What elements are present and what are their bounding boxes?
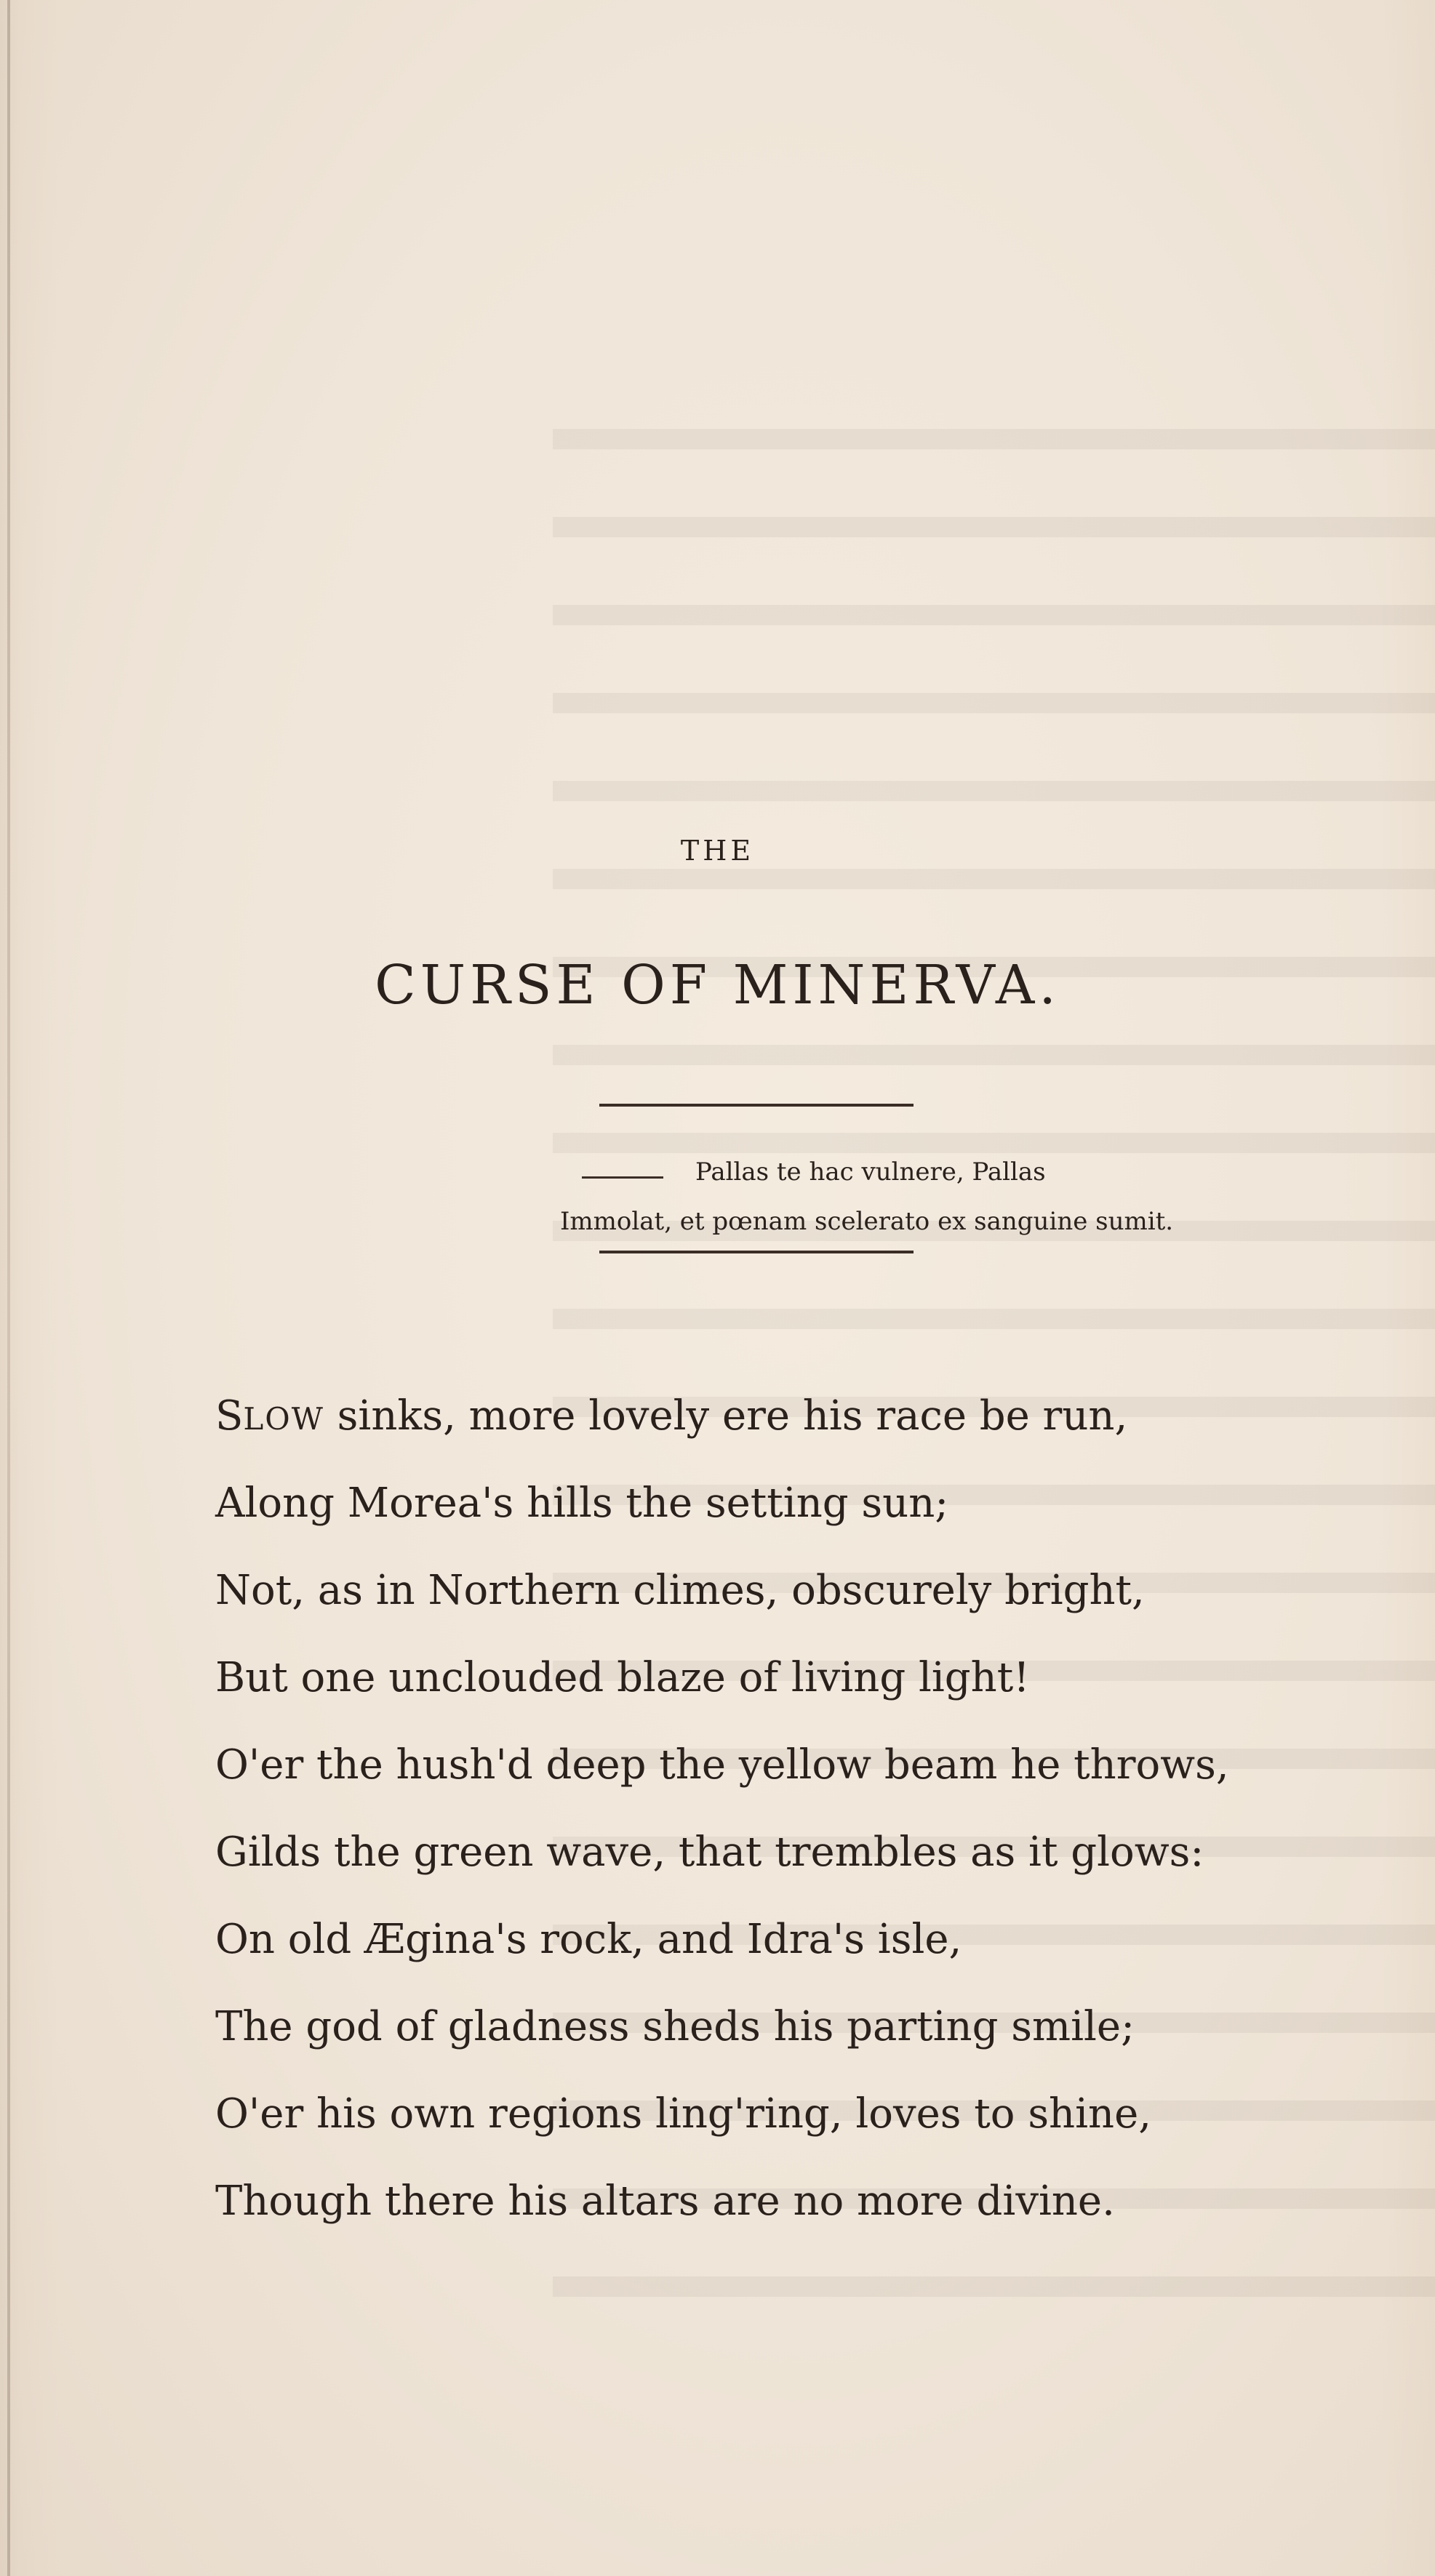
verse-line: Not, as in Northern climes, obscurely bright,	[215, 1567, 1145, 1614]
verse-initial: S	[215, 1392, 244, 1440]
epigraph-line-2: Immolat, et pœnam scelerato ex sanguine sumit.	[560, 1207, 1174, 1236]
verse-line: Gilds the green wave, that trembles as it glows:	[215, 1829, 1204, 1876]
verse-line	[215, 1392, 1127, 1440]
epigraph-dash	[582, 1176, 663, 1179]
verse-line: O'er the hush'd deep the yellow beam he throws,	[215, 1741, 1229, 1789]
page-gutter-edge	[7, 0, 10, 2576]
verse-line: Along Morea's hills the setting sun;	[215, 1480, 949, 1527]
verse-smallcaps: LOW	[243, 1401, 324, 1437]
verse-line: Though there his altars are no more divine.	[215, 2178, 1115, 2225]
verse-line: But one unclouded blaze of living light!	[215, 1654, 1030, 1701]
verse-first-rest: sinks, more lovely ere his race be run,	[324, 1392, 1128, 1440]
verse-line: On old Ægina's rock, and Idra's isle,	[215, 1916, 962, 1963]
epigraph-line-1: Pallas te hac vulnere, Pallas	[695, 1157, 1046, 1187]
rule-top	[599, 1104, 914, 1107]
poem-title: CURSE OF MINERVA.	[375, 954, 1060, 1016]
title-prefix: THE	[680, 835, 755, 867]
verse-line: O'er his own regions ling'ring, loves to shine,	[215, 2090, 1152, 2138]
verse-line: The god of gladness sheds his parting smile;	[215, 2003, 1135, 2050]
rule-bottom	[599, 1251, 914, 1253]
